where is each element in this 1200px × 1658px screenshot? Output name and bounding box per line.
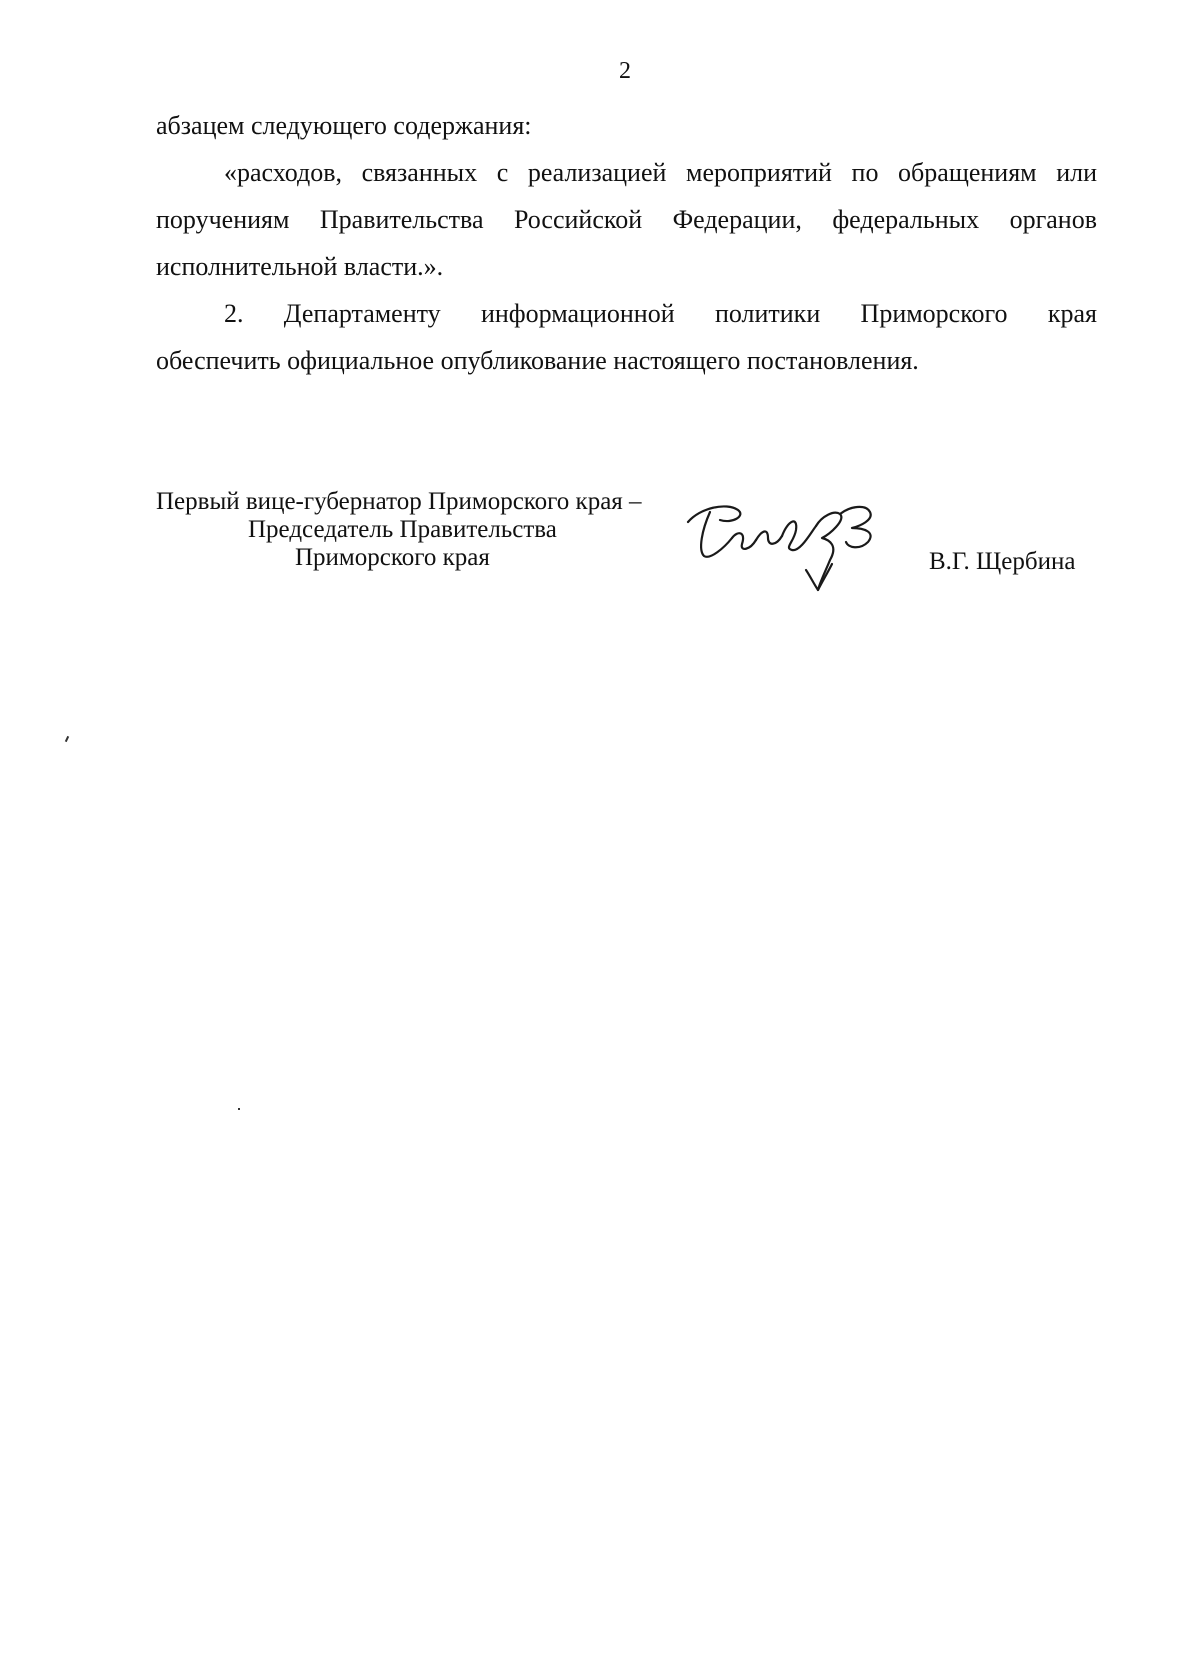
quote-line-1: «расходов, связанных с реализацией мероприятий по обращениям или (224, 158, 1097, 187)
document-body (156, 102, 1097, 384)
page-number: 2 (619, 58, 631, 84)
paragraph-intro-line: абзацем следующего содержания: (156, 111, 532, 140)
item-2-line-1: 2. Департаменту информационной политики Приморского края (224, 299, 1097, 328)
item-2-line-2: обеспечить официальное опубликование настоящего постановления. (156, 346, 919, 375)
signatory-title-line-3: Приморского края (295, 544, 490, 571)
signatory-title-line-2: Председатель Правительства (248, 516, 557, 543)
quote-line-2: поручениям Правительства Российской Федерации, федеральных органов (156, 205, 1097, 234)
signatory-name: В.Г. Щербина (929, 548, 1076, 575)
quote-line-3: исполнительной власти.». (156, 252, 444, 281)
scan-speck (238, 1108, 240, 1110)
handwritten-signature (680, 490, 900, 600)
scan-speck (65, 736, 69, 742)
signatory-title-line-1: Первый вице-губернатор Приморского края – (156, 488, 642, 515)
